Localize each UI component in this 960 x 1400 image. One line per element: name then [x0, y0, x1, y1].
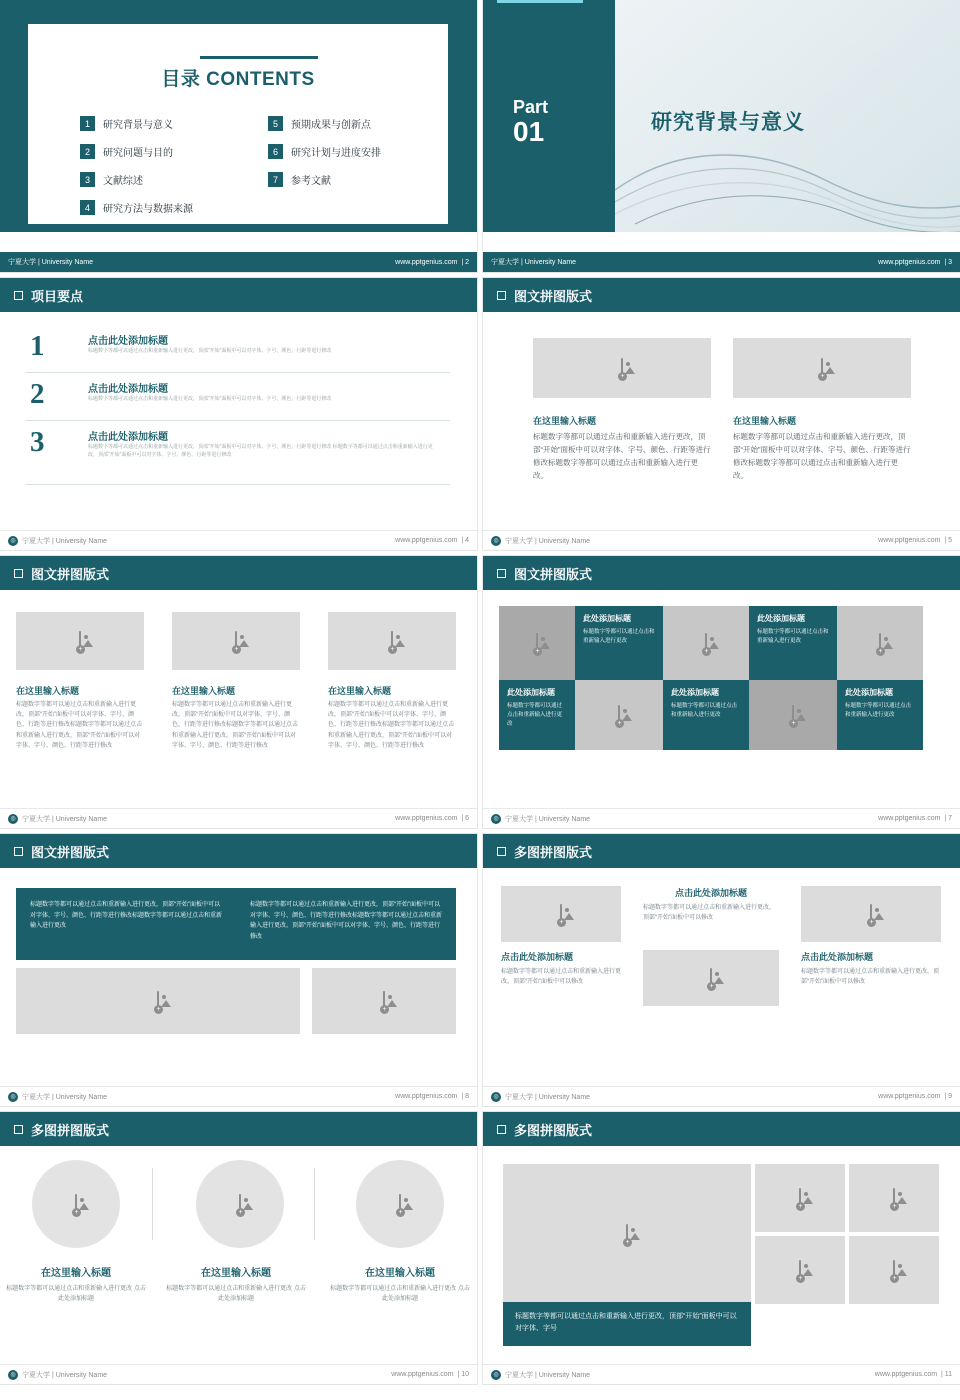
- footer-university: [8, 536, 107, 546]
- footer-right: www.pptgenius.com | 11: [874, 1371, 952, 1378]
- item-label: 参考文献: [291, 176, 331, 187]
- add-image-icon[interactable]: +: [796, 1274, 805, 1283]
- item-label: 研究方法与数据来源: [103, 204, 193, 215]
- block-title: 在这里输入标题: [733, 416, 797, 426]
- footer-site: www.pptgenius.com: [395, 815, 458, 822]
- slide-text-banner[interactable]: [0, 834, 477, 1106]
- block-title: 点击此处添加标题: [501, 952, 574, 962]
- slide-multi-image-a[interactable]: [483, 834, 960, 1106]
- square-icon: [14, 569, 23, 578]
- image-placeholder[interactable]: [503, 1164, 751, 1304]
- text-banner[interactable]: [16, 888, 456, 960]
- block-desc: 标题数字等都可以通过点击和重新输入进行更改，顶部“开始”面板中可以修改: [801, 969, 940, 986]
- header-title: 图文拼图版式: [514, 566, 593, 582]
- item-label: 研究问题与目的: [103, 148, 173, 159]
- title-rule: [200, 56, 318, 59]
- block-title: 点击此处添加标题: [674, 888, 747, 898]
- slide-footer: [483, 252, 960, 272]
- item-number: 1: [80, 116, 95, 131]
- divider: [152, 1168, 153, 1240]
- image-placeholder[interactable]: [533, 338, 711, 398]
- page-number: 2: [465, 258, 469, 266]
- contents-columns: [80, 116, 440, 228]
- header-title: 图文拼图版式: [31, 566, 110, 582]
- footer-university: [491, 536, 590, 546]
- block-desc: 标题数字等都可以通过点击和重新输入进行更改，顶部“开始”面板中可以修改: [643, 905, 776, 922]
- footer-university-label: 宁夏大学 | University Name: [505, 1371, 591, 1379]
- page-title: [28, 64, 448, 91]
- list-item[interactable]: [80, 172, 248, 187]
- tile-text[interactable]: [575, 606, 663, 680]
- text-block[interactable]: [643, 886, 779, 923]
- tile-desc: 标题数字等都可以通过点击和重新输入进行更改: [757, 629, 829, 644]
- part-label: [513, 98, 548, 146]
- slide-header: [483, 1112, 960, 1146]
- logo-icon: ◎: [8, 1092, 18, 1102]
- header-title: 多图拼图版式: [514, 844, 593, 860]
- image-placeholder[interactable]: [501, 886, 621, 942]
- tile-title: 此处添加标题: [845, 688, 893, 697]
- slide-footer: [483, 808, 960, 828]
- tile-text[interactable]: [837, 680, 923, 750]
- add-image-icon[interactable]: +: [890, 1202, 899, 1211]
- tile-title: 此处添加标题: [671, 688, 719, 697]
- image-placeholder-circle[interactable]: [32, 1160, 120, 1248]
- footer-right: www.pptgenius.com | 7: [878, 815, 952, 822]
- list-item[interactable]: [26, 424, 450, 485]
- page-number: 8: [465, 1093, 469, 1100]
- cover-left-panel: [483, 0, 615, 232]
- slide-contents[interactable]: [0, 0, 477, 272]
- block-title: 在这里输入标题: [533, 416, 597, 426]
- footer-right: www.pptgenius.com | 8: [395, 1093, 469, 1100]
- footer-site: www.pptgenius.com: [878, 537, 941, 544]
- block-title: 在这里输入标题: [16, 686, 80, 696]
- tile-desc: 标题数字等都可以通过点击和重新输入进行更改: [671, 703, 738, 718]
- add-image-icon[interactable]: +: [796, 1202, 805, 1211]
- part-number: 01: [513, 115, 545, 147]
- add-image-icon[interactable]: +: [876, 647, 885, 656]
- block-title: 在这里输入标题: [365, 1268, 435, 1279]
- page-title-en: CONTENTS: [206, 69, 315, 90]
- item-title: 点击此处添加标题: [88, 384, 168, 395]
- contents-column-right: [268, 116, 436, 228]
- image-placeholder[interactable]: [849, 1164, 939, 1232]
- block-desc: 标题数字等都可以通过点击和重新输入进行更改 点击此处添加标题: [6, 1286, 146, 1303]
- footer-right: www.pptgenius.com | 4: [395, 537, 469, 544]
- add-image-icon[interactable]: +: [72, 1208, 81, 1217]
- logo-icon: ◎: [8, 1370, 18, 1380]
- block-desc: 标题数字等都可以通过点击和重新输入进行更改，顶部“开始”面板中可以对字体、字号、颜色、行距等进行修改标题数字等都可以通过点击和重新输入进行更改。: [533, 432, 711, 481]
- image-placeholder[interactable]: [16, 612, 144, 670]
- add-image-icon[interactable]: +: [623, 1238, 632, 1247]
- block-title: 在这里输入标题: [41, 1268, 111, 1279]
- block-title: 在这里输入标题: [328, 686, 392, 696]
- footer-university: 宁夏大学 | University Name: [491, 259, 577, 266]
- item-desc: 标题数字等都可以通过点击和重新输入进行更改，顶部“开始”面板中可以对字体、字号、颜色、行距等进行修改: [88, 348, 332, 354]
- square-icon: [14, 291, 23, 300]
- part-word: Part: [513, 97, 549, 117]
- footer-right: www.pptgenius.com | 3: [878, 258, 952, 266]
- footer-university-label: 宁夏大学 | University Name: [22, 537, 108, 545]
- slide-header: [0, 556, 477, 590]
- footer-university: [8, 1370, 107, 1380]
- footer-site: www.pptgenius.com: [878, 815, 941, 822]
- footer-right: www.pptgenius.com | 9: [878, 1093, 952, 1100]
- item-number: 4: [80, 200, 95, 215]
- square-icon: [497, 1125, 506, 1134]
- item-title: 点击此处添加标题: [88, 336, 168, 347]
- image-placeholder[interactable]: [801, 886, 941, 942]
- slide-part-cover[interactable]: [483, 0, 960, 272]
- cover-heading: 研究背景与意义: [651, 111, 805, 134]
- item-number: 7: [268, 172, 283, 187]
- image-placeholder[interactable]: [172, 612, 300, 670]
- block-title: 在这里输入标题: [201, 1268, 271, 1279]
- item-label: 研究背景与意义: [103, 120, 173, 131]
- slide-header: [0, 278, 477, 312]
- slide-header: [483, 556, 960, 590]
- block-desc: 标题数字等都可以通过点击和重新输入进行更改，顶部“开始”面板中可以修改: [501, 969, 622, 986]
- footer-site: www.pptgenius.com: [395, 537, 458, 544]
- block-desc: 标题数字等都可以通过点击和重新输入进行更改 点击此处添加标题: [330, 1286, 470, 1303]
- tile-text[interactable]: [749, 606, 837, 680]
- logo-icon: ◎: [491, 1092, 501, 1102]
- footer-university: [8, 1092, 107, 1102]
- list-item[interactable]: [26, 328, 450, 373]
- item-desc: 标题数字等都可以通过点击和重新输入进行更改，顶部“开始”面板中可以对字体、字号、颜色、行距等进行修改 标题数字等都可以通过点击和重新输入进行更改，顶部“开始”面板中可以对字体、字号、颜色、行距等进行修改: [88, 444, 433, 458]
- footer-university-label: 宁夏大学 | University Name: [22, 815, 108, 823]
- slide-footer: [483, 1364, 960, 1384]
- add-image-icon[interactable]: +: [557, 918, 566, 927]
- image-placeholder[interactable]: [837, 606, 923, 680]
- logo-icon: ◎: [491, 1370, 501, 1380]
- footer-university-label: 宁夏大学 | University Name: [505, 537, 591, 545]
- item-number: 5: [268, 116, 283, 131]
- footer-right: www.pptgenius.com | 10: [391, 1371, 469, 1378]
- square-icon: [14, 847, 23, 856]
- add-image-icon[interactable]: +: [707, 982, 716, 991]
- item-title: 点击此处添加标题: [88, 432, 168, 443]
- slide-header: [483, 834, 960, 868]
- image-placeholder[interactable]: [499, 606, 575, 680]
- tile-desc: 标题数字等都可以通过点击和重新输入进行更改: [583, 629, 655, 644]
- image-placeholder-circle[interactable]: [196, 1160, 284, 1248]
- list-item[interactable]: [268, 144, 436, 159]
- tile-desc: 标题数字等都可以通过点击和重新输入进行更改: [507, 703, 563, 727]
- header-title: 多图拼图版式: [514, 1122, 593, 1138]
- tile-title: 此处添加标题: [757, 614, 805, 623]
- block-desc: 标题数字等都可以通过点击和重新输入进行更改，顶部“开始”面板中可以对字体、字号、颜色、行距等进行修改标题数字等都可以通过点击和重新输入进行更改，顶部“开始”面板中可以对字体、字号、颜色、行距等进行修改: [16, 702, 143, 749]
- page-number: 4: [465, 537, 469, 544]
- page-number: 6: [465, 815, 469, 822]
- square-icon: [497, 847, 506, 856]
- add-image-icon[interactable]: +: [890, 1274, 899, 1283]
- footer-university: [8, 814, 107, 824]
- slide-header: [483, 278, 960, 312]
- add-image-icon[interactable]: +: [388, 645, 397, 654]
- add-image-icon[interactable]: +: [818, 372, 827, 381]
- page-number: 7: [948, 815, 952, 822]
- block-desc: 标题数字等都可以通过点击和重新输入进行更改 点击此处添加标题: [166, 1286, 306, 1303]
- slide-footer: [0, 530, 477, 550]
- item-number: 3: [80, 172, 95, 187]
- image-placeholder[interactable]: [755, 1164, 845, 1232]
- add-image-icon[interactable]: +: [867, 918, 876, 927]
- header-title: 图文拼图版式: [31, 844, 110, 860]
- item-number: 2: [30, 378, 45, 410]
- footer-site: www.pptgenius.com: [878, 258, 941, 266]
- block-desc: 标题数字等都可以通过点击和重新输入进行更改，顶部“开始”面板中可以对字体、字号、颜色、行距等进行修改标题数字等都可以通过点击和重新输入进行更改，顶部“开始”面板中可以对字体、字号、颜色、行距等进行修改: [328, 702, 455, 749]
- logo-icon: ◎: [491, 536, 501, 546]
- square-icon: [497, 569, 506, 578]
- image-placeholder-circle[interactable]: [356, 1160, 444, 1248]
- list-item[interactable]: [268, 116, 436, 131]
- footer-university: [491, 814, 590, 824]
- banner-text-left: 标题数字等都可以通过点击和重新输入进行更改，顶部“开始”面板中可以对字体、字号、颜色、行距等进行修改标题数字等都可以通过点击和重新输入进行更改: [30, 902, 223, 929]
- header-title: 多图拼图版式: [31, 1122, 110, 1138]
- slide-multi-image-b[interactable]: [483, 1112, 960, 1384]
- slide-footer: [483, 530, 960, 550]
- footer-university-label: 宁夏大学 | University Name: [505, 815, 591, 823]
- add-image-icon[interactable]: +: [615, 719, 624, 728]
- footer-right: www.pptgenius.com | 2: [395, 258, 469, 266]
- contents-column-left: [80, 116, 248, 228]
- text-block[interactable]: [501, 950, 621, 987]
- contents-card: [28, 24, 448, 224]
- list-item[interactable]: [80, 200, 248, 215]
- tile-text[interactable]: [663, 680, 749, 750]
- footer-university-label: 宁夏大学 | University Name: [22, 1093, 108, 1101]
- footer-right: www.pptgenius.com | 5: [878, 537, 952, 544]
- slide-footer: [0, 808, 477, 828]
- page-number: 11: [944, 1371, 952, 1378]
- list-item[interactable]: [80, 144, 248, 159]
- slide-header: [0, 834, 477, 868]
- tile-text[interactable]: [499, 680, 575, 750]
- slide-header: [0, 1112, 477, 1146]
- image-placeholder[interactable]: [755, 1236, 845, 1304]
- tile-desc: 标题数字等都可以通过点击和重新输入进行更改: [845, 703, 912, 718]
- logo-icon: ◎: [491, 814, 501, 824]
- block-title: 在这里输入标题: [172, 686, 236, 696]
- accent-bar: [497, 0, 583, 3]
- footer-university-label: 宁夏大学 | University Name: [505, 1093, 591, 1101]
- slide-footer: [0, 1364, 477, 1384]
- image-placeholder[interactable]: [16, 968, 300, 1034]
- item-label: 预期成果与创新点: [291, 120, 371, 131]
- image-placeholder[interactable]: [643, 950, 779, 1006]
- add-image-icon[interactable]: +: [533, 647, 542, 656]
- slide-footer: [483, 1086, 960, 1106]
- add-image-icon[interactable]: +: [380, 1005, 389, 1014]
- banner-text-right: 标题数字等都可以通过点击和重新输入进行更改，顶部“开始”面板中可以对字体、字号、颜色、行距等进行修改标题数字等都可以通过点击和重新输入进行更改，顶部“开始”面板中可以对字体、字号、颜色、行距等进行修改: [250, 902, 443, 940]
- slide-footer: [0, 1086, 477, 1106]
- add-image-icon[interactable]: +: [76, 645, 85, 654]
- caption-banner[interactable]: 标题数字等都可以通过点击和重新输入进行更改，顶部“开始”面板中可以对字体、字号: [503, 1302, 751, 1346]
- square-icon: [14, 1125, 23, 1134]
- add-image-icon[interactable]: +: [702, 647, 711, 656]
- list-item[interactable]: [268, 172, 436, 187]
- image-placeholder[interactable]: [312, 968, 456, 1034]
- tile-title: 此处添加标题: [583, 614, 631, 623]
- add-image-icon[interactable]: +: [154, 1005, 163, 1014]
- item-label: 研究计划与进度安排: [291, 148, 381, 159]
- slide-image-text-three[interactable]: [0, 556, 477, 828]
- footer-site: www.pptgenius.com: [878, 1093, 941, 1100]
- divider: [314, 1168, 315, 1240]
- item-number: 2: [80, 144, 95, 159]
- page-number: 10: [461, 1371, 469, 1378]
- add-image-icon[interactable]: +: [236, 1208, 245, 1217]
- item-desc: 标题数字等都可以通过点击和重新输入进行更改，顶部“开始”面板中可以对字体、字号、颜色、行距等进行修改: [88, 396, 332, 402]
- footer-right: www.pptgenius.com | 6: [395, 815, 469, 822]
- item-number: 6: [268, 144, 283, 159]
- page-number: 5: [948, 537, 952, 544]
- image-placeholder[interactable]: [328, 612, 456, 670]
- footer-university: [491, 1370, 590, 1380]
- item-number: 3: [30, 426, 45, 458]
- add-image-icon[interactable]: +: [396, 1208, 405, 1217]
- footer-university: 宁夏大学 | University Name: [8, 259, 94, 266]
- page-title-cn: 目录: [161, 69, 201, 90]
- block-desc: 标题数字等都可以通过点击和重新输入进行更改，顶部“开始”面板中可以对字体、字号、颜色、行距等进行修改标题数字等都可以通过点击和重新输入进行更改，顶部“开始”面板中可以对字体、字号、颜色、行距等进行修改: [172, 702, 299, 749]
- wave-decoration-icon: [615, 120, 960, 232]
- image-placeholder[interactable]: [849, 1236, 939, 1304]
- image-placeholder[interactable]: [575, 680, 663, 750]
- slide-footer: [0, 252, 477, 272]
- footer-university-label: 宁夏大学 | University Name: [22, 1371, 108, 1379]
- slide-image-text-two[interactable]: [483, 278, 960, 550]
- footer-site: www.pptgenius.com: [874, 1371, 938, 1378]
- logo-icon: ◎: [8, 536, 18, 546]
- footer-university: [491, 1092, 590, 1102]
- page-number: 3: [948, 258, 952, 266]
- slide-circle-images[interactable]: [0, 1112, 477, 1384]
- image-placeholder[interactable]: [749, 680, 837, 750]
- tile-title: 此处添加标题: [507, 688, 555, 697]
- header-title: 项目要点: [31, 288, 84, 304]
- page-number: 9: [948, 1093, 952, 1100]
- slide-mosaic[interactable]: [483, 556, 960, 828]
- slide-key-points[interactable]: [0, 278, 477, 550]
- square-icon: [497, 291, 506, 300]
- block-title: 点击此处添加标题: [801, 952, 874, 962]
- item-number: 1: [30, 330, 45, 362]
- image-placeholder[interactable]: [663, 606, 749, 680]
- footer-site: www.pptgenius.com: [391, 1371, 454, 1378]
- list-item[interactable]: [80, 116, 248, 131]
- text-block[interactable]: [801, 950, 941, 987]
- block-desc: 标题数字等都可以通过点击和重新输入进行更改，顶部“开始”面板中可以对字体、字号、颜色、行距等进行修改标题数字等都可以通过点击和重新输入进行更改。: [733, 432, 911, 481]
- footer-site: www.pptgenius.com: [395, 1093, 458, 1100]
- logo-icon: ◎: [8, 814, 18, 824]
- list-item[interactable]: [26, 376, 450, 421]
- header-title: 图文拼图版式: [514, 288, 593, 304]
- add-image-icon[interactable]: +: [232, 645, 241, 654]
- add-image-icon[interactable]: +: [618, 372, 627, 381]
- image-placeholder[interactable]: [733, 338, 911, 398]
- add-image-icon[interactable]: +: [789, 719, 798, 728]
- item-label: 文献综述: [103, 176, 143, 187]
- footer-site: www.pptgenius.com: [395, 258, 458, 266]
